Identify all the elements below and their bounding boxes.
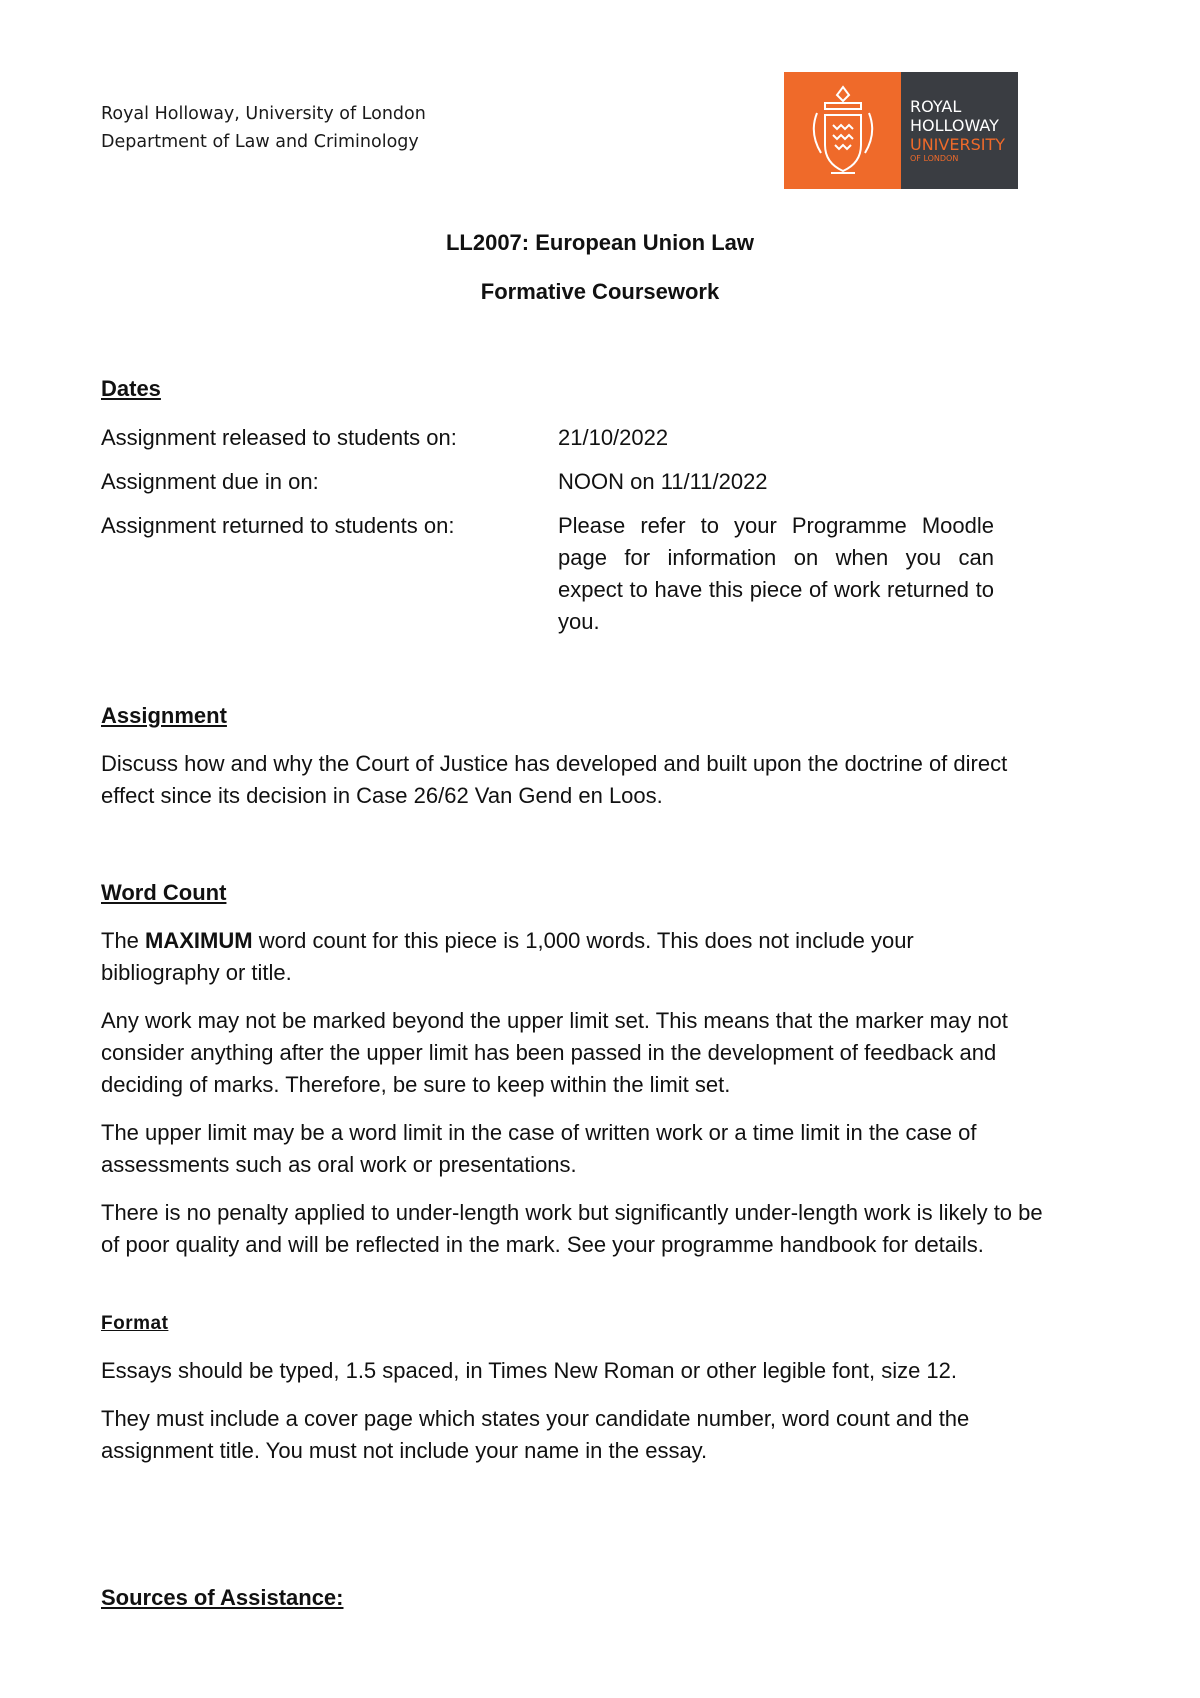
assignment-text: Discuss how and why the Court of Justice has developed and built upon the doctrine of direct effect since its decision in Case 26/62 Van Gend en Loos. (101, 751, 1008, 808)
word-count-text-post: word count for this piece is 1,000 words. This does not include your bibliography or title. (101, 928, 914, 985)
word-count-heading: Word Count (101, 880, 227, 905)
date-label-due: Assignment due in on: (101, 469, 319, 494)
course-title: LL2007: European Union Law (445, 230, 755, 255)
date-value-returned: Please refer to your Programme Moodle page for information on when you can expect to have this piece of work returned to you. (558, 513, 994, 634)
date-value-due: NOON on 11/11/2022 (558, 469, 768, 494)
date-label-released: Assignment released to students on: (101, 425, 457, 450)
university-logo (784, 72, 1018, 189)
word-count-paragraph-4: There is no penalty applied to under-length work but significantly under-length work is likely to be of poor quality and will be reflected in the mark. See your programme handbook for details. (101, 1200, 1043, 1257)
word-count-maximum: MAXIMUM (145, 928, 253, 953)
word-count-paragraph-2: Any work may not be marked beyond the upper limit set. This means that the marker may not consider anything after the upper limit has been passed in the development of feedback and deciding of marks. Therefore, be sure to keep within the limit set. (101, 1008, 1008, 1097)
format-paragraph-2: They must include a cover page which states your candidate number, word count and the assignment title. You must not include your name in the essay. (101, 1406, 970, 1463)
logo-text-royal: ROYAL (910, 97, 962, 116)
logo-text-of-london: OF LONDON (910, 154, 959, 163)
institution-block (101, 100, 426, 156)
date-value-released: 21/10/2022 (558, 425, 669, 450)
department-name: Department of Law and Criminology (101, 132, 419, 152)
logo-text-holloway: HOLLOWAY (910, 116, 999, 135)
logo-text-university: UNIVERSITY (910, 135, 1005, 154)
format-heading: Format (101, 1313, 169, 1334)
logo-wordmark (901, 72, 1018, 189)
word-count-paragraph-1 (101, 925, 1031, 989)
sources-heading: Sources of Assistance: (101, 1585, 344, 1610)
word-count-paragraph-3: The upper limit may be a word limit in the case of written work or a time limit in the case of assessments such as oral work or presentations. (101, 1120, 977, 1177)
course-subtitle: Formative Coursework (480, 279, 720, 304)
date-label-returned: Assignment returned to students on: (101, 513, 455, 538)
crest-icon (784, 72, 901, 189)
format-paragraph-1: Essays should be typed, 1.5 spaced, in Times New Roman or other legible font, size 12. (101, 1358, 958, 1383)
assignment-heading: Assignment (101, 703, 227, 728)
dates-heading: Dates (101, 376, 161, 401)
institution-name: Royal Holloway, University of London (101, 104, 426, 124)
word-count-text-pre: The (101, 928, 146, 953)
